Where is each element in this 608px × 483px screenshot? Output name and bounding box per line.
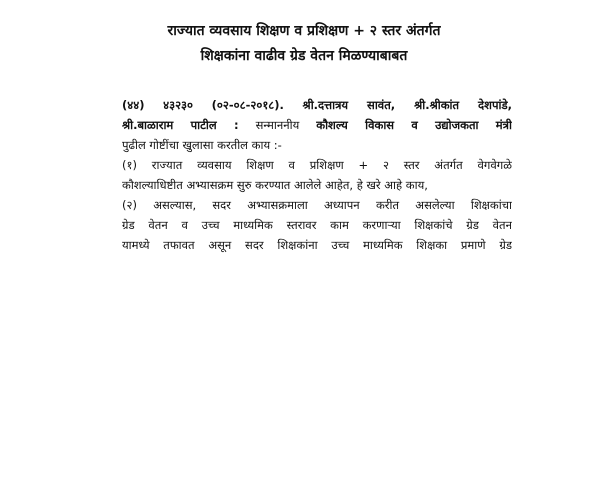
question-body: [122, 95, 512, 255]
item-1-line-1: (१) राज्यात व्यवसाय शिक्षण व प्रशिक्षण + २ स्तर अंतर्गत वेगवेगळे: [122, 158, 512, 172]
page-title-line-1: राज्यात व्यवसाय शिक्षण व प्रशिक्षण + २ स्तर अंतर्गत: [167, 23, 441, 39]
question-addressee-line: [122, 115, 512, 135]
question-member-last: श्री.बाळाराम पाटील :: [122, 118, 239, 132]
question-header-line: [122, 95, 512, 115]
question-id: ४३२३०: [163, 98, 194, 112]
question-intro: पुढील गोष्टींचा खुलासा करतील काय :-: [122, 138, 282, 152]
page-title-line-2: शिक्षकांना वाढीव ग्रेड वेतन मिळण्याबाबत: [200, 48, 408, 64]
addressee-prefix: सन्माननीय: [255, 118, 300, 132]
item-1-line-2: कौशल्याधिष्टीत अभ्यासक्रम सुरु करण्यात आलेले आहेत, हे खरे आहे काय,: [122, 178, 428, 192]
question-members: श्री.दत्तात्रय सावंत, श्री.श्रीकांत देशपांडे,: [302, 98, 512, 112]
item-2-line-1: (२) असल्यास, सदर अभ्यासक्रमाला अध्यापन करीत असलेल्या शिक्षकांचा: [122, 198, 512, 212]
addressee-minister: कौशल्य विकास व उद्योजकता मंत्री: [316, 118, 512, 132]
question-number: (४४): [122, 98, 145, 112]
question-date: (०२-०८-२०१८).: [211, 98, 284, 112]
item-2-line-3: यामध्ये तफावत असून सदर शिक्षकांना उच्च माध्यमिक शिक्षका प्रमाणे ग्रेड: [122, 238, 512, 252]
item-2-line-2: ग्रेड वेतन व उच्च माध्यमिक स्तरावर काम करणाऱ्या शिक्षकांचे ग्रेड वेतन: [122, 218, 512, 232]
